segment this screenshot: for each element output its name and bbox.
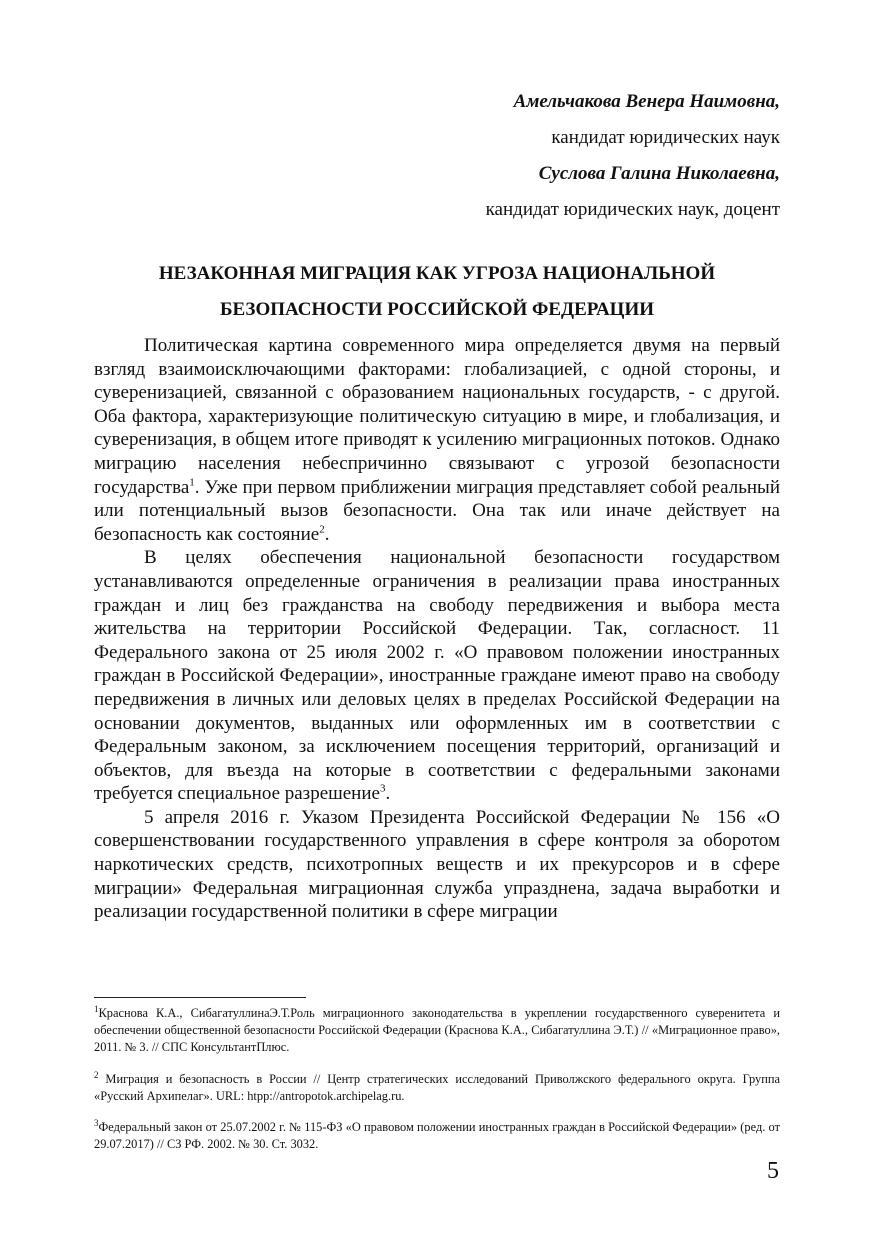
author-degree: кандидат юридических наук, доцент xyxy=(485,199,780,220)
page-number: 5 xyxy=(767,1158,779,1184)
footnote xyxy=(94,1119,780,1153)
footnote-reference: 3 xyxy=(379,782,386,795)
paragraph-text: . Уже при первом приближении миграция представляет собой реальный или потенциальный вызов безопасности. Она так или иначе действует на безопасность как состояние xyxy=(94,476,780,545)
footnote-divider xyxy=(94,997,306,998)
article-title xyxy=(94,256,780,328)
footnote-reference: 1 xyxy=(189,476,195,489)
footnote-mark: 2 xyxy=(94,1069,99,1080)
article-body xyxy=(94,334,780,924)
author-block xyxy=(486,84,780,228)
footnote-text: Федеральный закон от 25.07.2002 г. № 115-ФЗ «О правовом положении иностранных граждан в Российской Федерации» (ред. от 29.07.2017) // СЗ РФ. 2002. № 30. Ст. 3032. xyxy=(94,1120,780,1152)
author-name: Амельчакова Венера Наимовна, xyxy=(513,91,780,112)
author-degree: кандидат юридических наук xyxy=(551,127,780,148)
footnote-text: Краснова К.А., СибагатуллинаЭ.Т.Роль миграционного законодательства в укреплении государственного суверенитета и обеспечении общественной безопасности Российской Федерации (Краснова К.А., Сибагатуллина Э.Т.) // «Миграционное право», 2011. № 3. // СПС КонсультантПлюс. xyxy=(94,1006,780,1055)
body-paragraph xyxy=(94,334,780,546)
footnotes xyxy=(94,1005,780,1167)
footnote-text: Миграция и безопасность в России // Центр стратегических исследований Приволжского федерального округа. Группа «Русский Архипелаг». URL: htpp://antropotok.archipelag.ru. xyxy=(94,1071,780,1103)
title-line: НЕЗАКОННАЯ МИГРАЦИЯ КАК УГРОЗА НАЦИОНАЛЬНОЙ xyxy=(158,263,716,284)
paragraph-text: 5 апреля 2016 г. Указом Президента Российской Федерации № 156 «О совершенствовании государственного управления в сфере контроля за оборотом наркотических средств, психотропных веществ и их прекурсоров и в сфере миграции» Федеральная миграционная служба упразднена, задача выработки и реализации государственной политики в сфере миграции xyxy=(94,806,780,923)
title-line: БЕЗОПАСНОСТИ РОССИЙСКОЙ ФЕДЕРАЦИИ xyxy=(219,299,655,320)
paragraph-text: Политическая картина современного мира определяется двумя на первый взгляд взаимоисключающими факторами: глобализацией, с одной стороны, и суверенизацией, связанной с образованием национальных государств, - с другой. Оба фактора, характеризующие политическую ситуацию в мире, и глобализация, и суверенизация, в общем итоге приводят к усилению миграционных потоков. Однако миграцию населения небеспричинно связывают с угрозой безопасности государства xyxy=(94,335,780,498)
body-paragraph xyxy=(94,806,780,924)
footnote-reference: 2 xyxy=(319,523,325,536)
footnote xyxy=(94,1071,780,1105)
paragraph-text: . xyxy=(385,783,391,805)
footnote-mark: 1 xyxy=(94,1003,99,1014)
footnote-mark: 3 xyxy=(94,1117,99,1128)
footnote xyxy=(94,1005,780,1057)
paragraph-text: . xyxy=(324,523,330,545)
body-paragraph xyxy=(94,546,780,806)
paragraph-text: В целях обеспечения национальной безопасности государством устанавливаются определенные ограничения в реализации права иностранных граждан и лиц без гражданства на свободу передвижения и выбора места жительства на территории Российской Федерации. Так, согласност. 11 Федерального закона от 25 июля 2002 г. «О правовом положении иностранных граждан в Российской Федерации», иностранные граждане имеют право на свободу передвижения в личных или деловых целях в пределах Российской Федерации на основании документов, выданных или оформленных им в соответствии с Федеральным законом, за исключением посещения территорий, организаций и объектов, для въезда на которые в соответствии с федеральными законами требуется специальное разрешение xyxy=(94,547,780,805)
author-name: Суслова Галина Николаевна, xyxy=(538,163,780,184)
